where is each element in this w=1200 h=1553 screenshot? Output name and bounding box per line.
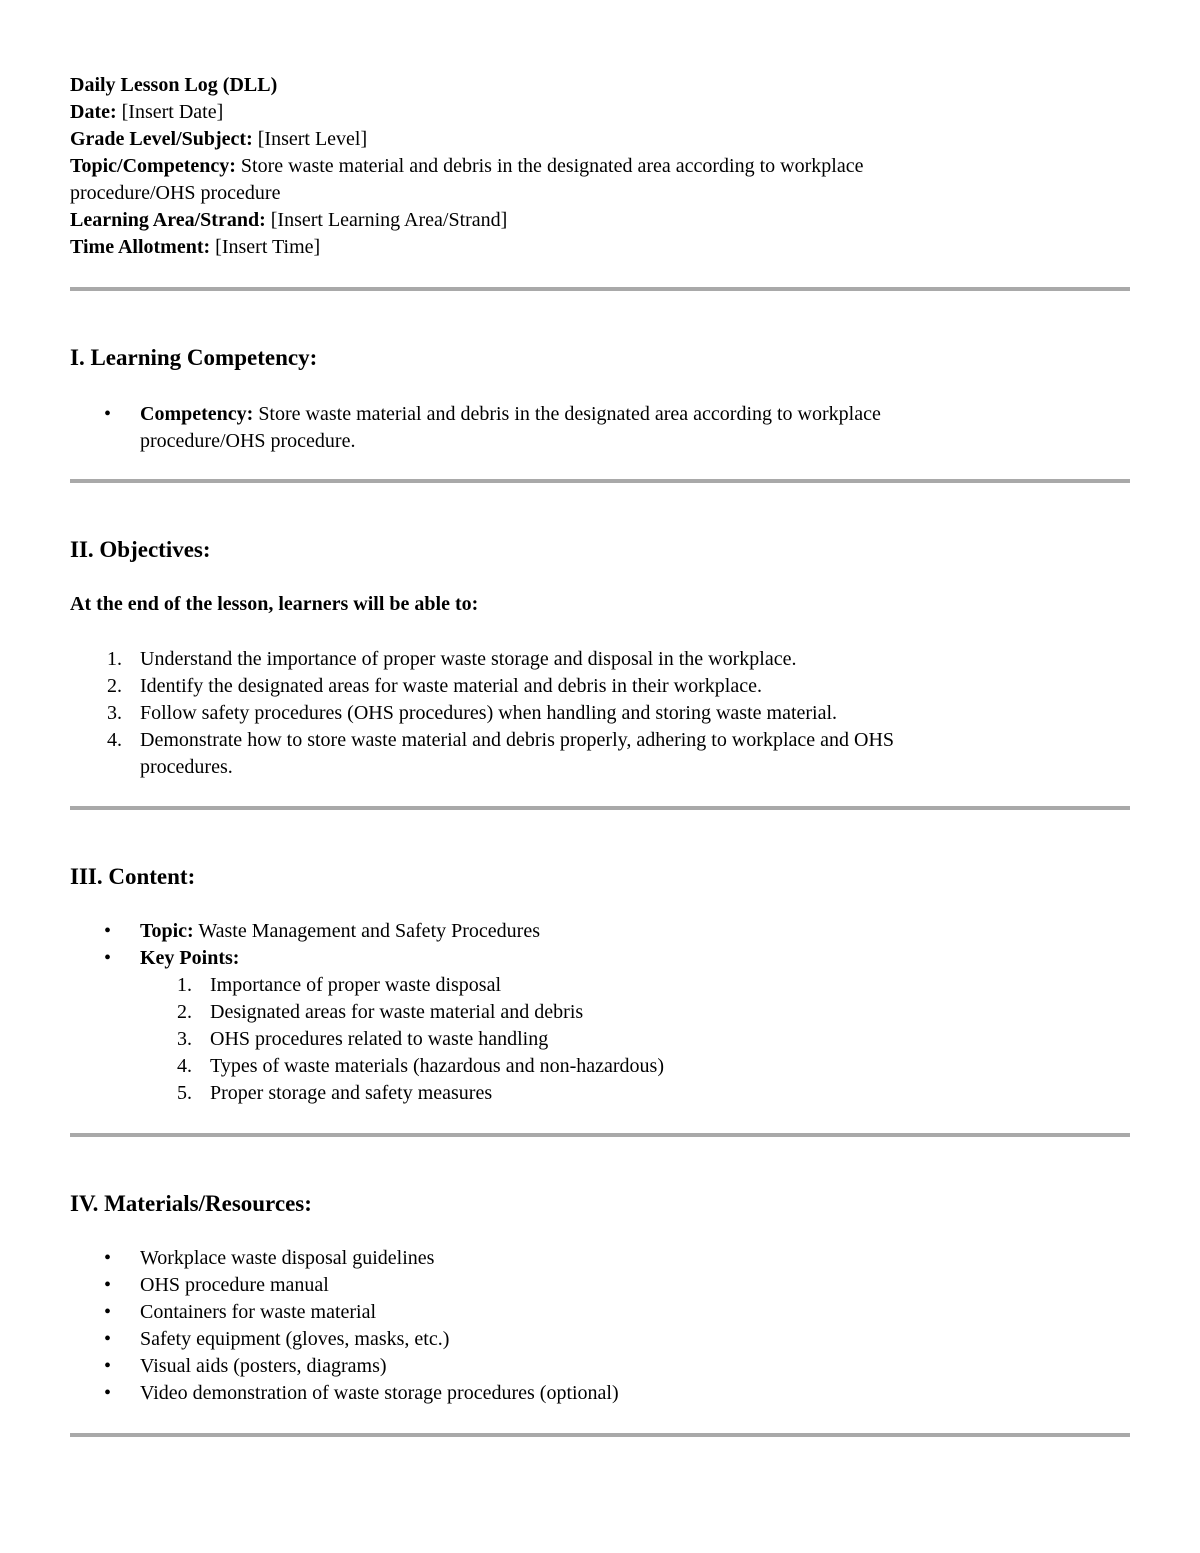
topic-label: Topic/Competency: (70, 155, 236, 177)
grade-label: Grade Level/Subject: (70, 128, 253, 150)
list-item: 2. Identify the designated areas for waste material and debris in their workplace. (107, 675, 762, 697)
competency-list (70, 401, 1130, 455)
area-label: Learning Area/Strand: (70, 209, 266, 231)
materials-list (70, 1245, 1130, 1407)
list-item (70, 945, 1130, 1107)
list-item: • Safety equipment (gloves, masks, etc.) (70, 1326, 1130, 1353)
time-line (70, 234, 1130, 261)
competency-label: Competency: (140, 403, 254, 425)
list-item: • Containers for waste material (70, 1299, 1130, 1326)
section-divider (70, 479, 1130, 483)
list-item: 4. Demonstrate how to store waste material and debris properly, adhering to workplace and OHS procedures. (107, 729, 895, 778)
materials-heading: IV. Materials/Resources: (70, 1191, 312, 1216)
section-divider (70, 1433, 1130, 1437)
grade-line (70, 126, 1130, 153)
objectives-intro: At the end of the lesson, learners will be able to: (70, 593, 479, 615)
list-item: 1. Understand the importance of proper waste storage and disposal in the workplace. (107, 648, 797, 670)
bullet-icon: • (104, 1301, 112, 1323)
list-item: • Video demonstration of waste storage procedures (optional) (70, 1380, 1130, 1407)
header-block (70, 72, 1130, 261)
list-item: • OHS procedure manual (70, 1272, 1130, 1299)
objectives-list (70, 646, 1130, 781)
list-item: • Competency: Store waste material and debris in the designated area according to workplace procedure/OHS procedure. (104, 403, 881, 452)
list-item: • Workplace waste disposal guidelines (70, 1245, 1130, 1272)
date-value: [Insert Date] (121, 101, 224, 123)
area-line (70, 207, 1130, 234)
document-page (70, 72, 1130, 1437)
keypoints-label: Key Points: (140, 947, 240, 969)
list-item: 2. Designated areas for waste material and debris (177, 1001, 584, 1023)
section-divider (70, 1133, 1130, 1137)
bullet-icon: • (104, 1382, 112, 1404)
topic-value: Waste Management and Safety Procedures (198, 920, 540, 942)
content-list (70, 918, 1130, 1107)
bullet-icon: • (104, 1355, 112, 1377)
bullet-icon: • (104, 403, 112, 425)
list-item: 4. Types of waste materials (hazardous and non-hazardous) (177, 1055, 664, 1077)
section-divider (70, 287, 1130, 291)
bullet-icon: • (104, 1274, 112, 1296)
list-item: 1. Importance of proper waste disposal (177, 974, 502, 996)
topic-value: Store waste material and debris in the designated area according to workplace (240, 155, 864, 177)
time-label: Time Allotment: (70, 236, 211, 258)
competency-heading: I. Learning Competency: (70, 345, 318, 370)
list-item (70, 918, 1130, 945)
area-value: [Insert Learning Area/Strand] (270, 209, 508, 231)
bullet-icon: • (104, 947, 112, 969)
list-item: • Visual aids (posters, diagrams) (70, 1353, 1130, 1380)
list-item: 5. Proper storage and safety measures (177, 1082, 493, 1104)
section-divider (70, 806, 1130, 810)
list-item: 3. OHS procedures related to waste handling (177, 1028, 549, 1050)
topic-label: Topic: (140, 920, 194, 942)
bullet-icon: • (104, 1328, 112, 1350)
keypoints-list (140, 972, 1130, 1107)
document-title: Daily Lesson Log (DLL) (70, 74, 278, 96)
topic-line-cont: procedure/OHS procedure (70, 182, 281, 204)
topic-line (70, 153, 1130, 180)
objectives-heading: II. Objectives: (70, 537, 211, 562)
content-heading: III. Content: (70, 864, 196, 889)
date-line (70, 99, 1130, 126)
list-item: 3. Follow safety procedures (OHS procedures) when handling and storing waste material. (107, 702, 838, 724)
bullet-icon: • (104, 920, 112, 942)
time-value: [Insert Time] (215, 236, 321, 258)
date-label: Date: (70, 101, 117, 123)
grade-value: [Insert Level] (257, 128, 368, 150)
bullet-icon: • (104, 1247, 112, 1269)
